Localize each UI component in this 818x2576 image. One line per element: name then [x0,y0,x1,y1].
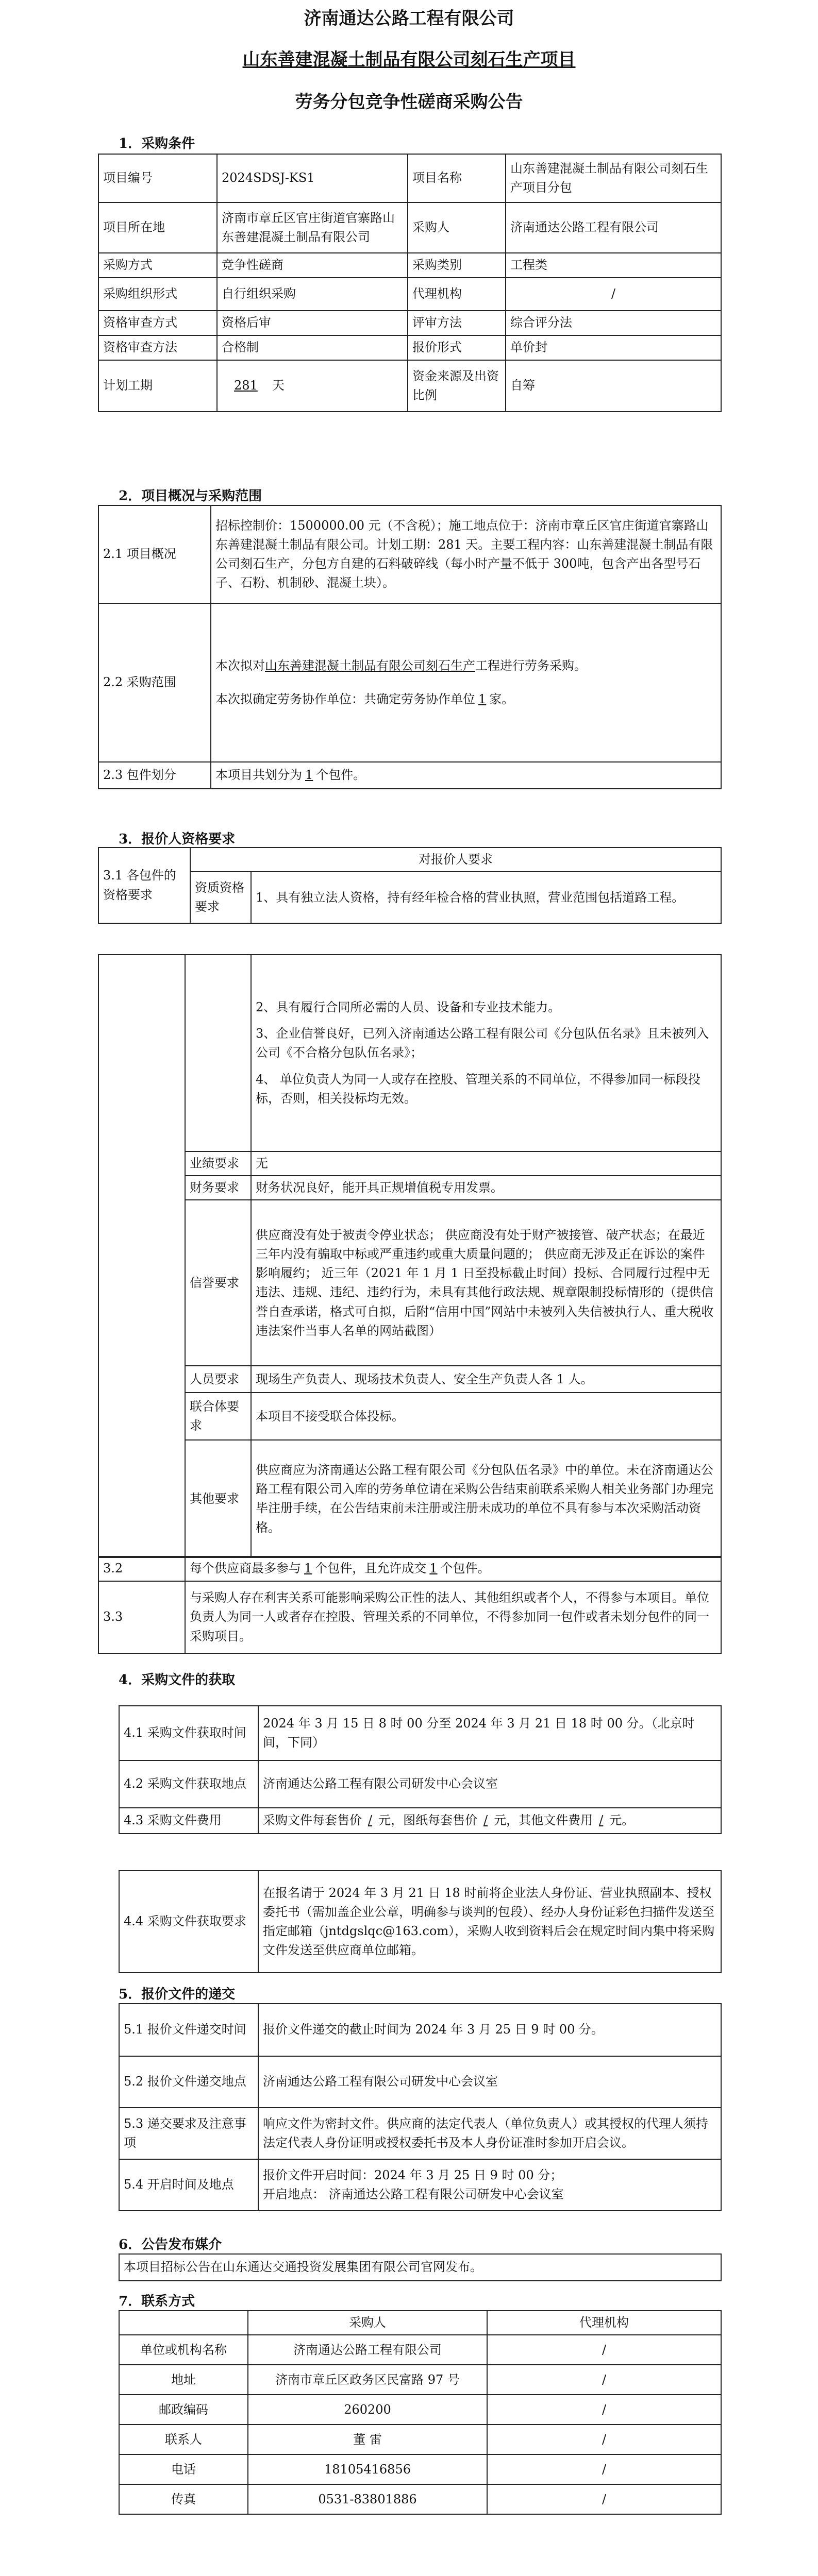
fee-text: 元，图纸每套售价 [378,1813,478,1828]
table-row [119,1706,721,1760]
table-row [98,202,721,253]
opening-place: 开启地点： 济南通达公路工程有限公司研发中心会议室 [263,2187,564,2201]
empty-cell [98,955,185,1557]
scope-text: 工程进行劳务采购。 [475,658,587,673]
r32-text: 每个供应商最多参与 [190,1561,301,1576]
table-row [119,1871,721,1973]
cell-value: 济南市章丘区政务区民富路 97 号 [248,2365,487,2395]
table-row [119,2425,721,2454]
cell-label: 项目所在地 [98,202,217,253]
cell-label: 资格审查方式 [98,311,217,335]
cell-label: 5.1 报价文件递交时间 [119,2004,258,2056]
publication-table [119,2253,722,2281]
project-title: 山东善建混凝土制品有限公司刻石生产项目 [242,49,576,70]
period-days: 281 [234,378,258,393]
cell-label: 人员要求 [185,1366,251,1393]
contact-table [119,2310,722,2515]
table-row [119,2484,721,2514]
table-row [119,2311,721,2335]
section-2-title: 2．项目概况与采购范围 [119,488,262,504]
lot-count: 1 [305,768,313,783]
cell-value: 18105416856 [248,2454,487,2484]
cell-label: 联合体要求 [185,1393,251,1440]
cell-value: 在报名请于 2024 年 3 月 21 日 18 时前将企业法人身份证、营业执照副本、授权委托书（需加盖企业公章，明确参与谈判的包段）、经办人身份证彩色扫描件发送至指定邮箱（jntdgslqc@163.com），采购人收到资料后会在规定时间内集中将采购文件发送至供应商单位邮箱。 [258,1871,721,1973]
table-row [119,2004,721,2056]
column-header: 代理机构 [487,2311,721,2335]
cell-value: 2024 年 3 月 15 日 8 时 00 分至 2024 年 3 月 21 日 18 时 00 分。（北京时间，下同） [258,1706,721,1760]
table-row [98,154,721,202]
list-item: 2、具有履行合同所必需的人员、设备和专业技术能力。 [256,1000,561,1015]
table-row [98,1581,721,1653]
fee-value: / [599,1813,604,1828]
table-row [98,311,721,335]
cell-label: 4.3 采购文件费用 [119,1808,258,1834]
scope-text: 家。 [489,692,514,706]
cell-value: 董 雷 [248,2425,487,2454]
scope-text: 本次拟确定劳务协作单位：共确定劳务协作单位 [215,692,475,706]
r32-text: 个包件，且允许成交 [315,1561,427,1576]
cell-value: 财务状况良好，能开具正规增值税专用发票。 [251,1176,721,1200]
cell-label: 地址 [119,2365,248,2395]
qualification-detail-table [98,954,722,1558]
cell-value: 260200 [248,2395,487,2425]
cell-value: / [487,2484,721,2514]
document-acquisition-table [119,1705,722,1834]
scope-cell [211,603,721,762]
r32-cell [185,1556,721,1581]
cell-label: 其他要求 [185,1440,251,1557]
column-header: 对报价人要求 [190,848,721,872]
table-row [98,872,721,923]
cell-label: 采购类别 [408,253,506,278]
empty-cell [185,955,251,1151]
scope-project-name: 山东善建混凝土制品有限公司刻石生产 [265,658,475,673]
section-4-title: 4．采购文件的获取 [119,1672,236,1688]
fee-cell [258,1808,721,1834]
cell-value: / [487,2454,721,2484]
table-row [119,2159,721,2211]
cell-value: 济南通达公路工程有限公司 [506,202,721,253]
cell-value: 响应文件为密封文件。供应商的法定代表人（单位负责人）或其授权的代理人须持法定代表人身份证明或授权委托书及本人身份证准时参加开启会议。 [258,2108,721,2159]
cell-label: 代理机构 [408,278,506,311]
table-row [119,2395,721,2425]
table-row [98,848,721,872]
lot-text: 个包件。 [316,768,366,783]
cell-value: 2024SDSJ-KS1 [217,154,408,202]
section-6-title: 6．公告发布媒介 [119,2237,222,2252]
section-7-title: 7．联系方式 [119,2294,195,2309]
cell-value: / [487,2335,721,2365]
r32-count: 1 [429,1561,438,1576]
lot-text: 本项目共划分为 [215,768,302,783]
cell-label: 项目名称 [408,154,506,202]
table-row [119,2335,721,2365]
qualification-text: 1、具有独立法人资格，持有经年检合格的营业执照，营业范围包括道路工程。 [251,872,721,923]
fee-text: 元，其他文件费用 [494,1813,593,1828]
cell-label: 采购人 [408,202,506,253]
cell-label: 4.1 采购文件获取时间 [119,1706,258,1760]
table-row [98,603,721,762]
company-title: 济南通达公路工程有限公司 [304,8,514,29]
cell-value: 济南通达公路工程有限公司研发中心会议室 [258,2056,721,2108]
cell-value: 与采购人存在利害关系可能影响采购公正性的法人、其他组织或者个人，不得参与本项目。单位负责人为同一人或者存在控股、管理关系的不同单位，不得参加同一包件或者未划分包件的同一采购项目。 [185,1581,721,1653]
empty-cell [119,2311,248,2335]
fee-text: 采购文件每套售价 [263,1813,362,1828]
table-row [119,1808,721,1834]
cell-label: 传真 [119,2484,248,2514]
scope-text: 本次拟对 [215,658,265,673]
period-cell [217,360,408,412]
cell-label: 资金来源及出资比例 [408,360,506,412]
procurement-conditions-table [98,154,722,412]
cell-label: 报价形式 [408,335,506,360]
table-row [119,1760,721,1808]
cell-value: 济南市章丘区官庄街道官寨路山东善建混凝土制品有限公司 [217,202,408,253]
table-row [98,1440,721,1557]
section-1-title: 1．采购条件 [119,136,195,151]
cell-label: 计划工期 [98,360,217,412]
cell-value: / [487,2395,721,2425]
r32-count: 1 [304,1561,312,1576]
overview-text: 招标控制价：1500000.00 元（不含税）；施工地点位于：济南市章丘区官庄街道官寨路山东善建混凝土制品有限公司。计划工期：281 天。主要工程内容：山东善建混凝土制品有限公司刻石生产，分包方自建的石料破碎线（每小时产量不低于 300吨，包含产出各型号石子、石粉、机制砂、混凝土块）。 [211,505,721,603]
cell-value: 资格后审 [217,311,408,335]
cell-value: / [487,2425,721,2454]
qualification-items [251,955,721,1151]
cell-label: 资质资格要求 [190,872,251,923]
table-row [119,2254,721,2281]
table-row [98,762,721,789]
cell-value: 无 [251,1151,721,1176]
cell-value: 供应商没有处于被责令停业状态； 供应商没有处于财产被接管、破产状态；在最近三年内没有骗取中标或严重违约或重大质量问题的； 供应商无涉及正在诉讼的案件影响履约； 近三年（2021 年 1 月 1 日至投标截止时间）投标、合同履行过程中无违法、违规、违纪、违约行为，未具有其他行政法规、规章限制投标情形的（提供信誉自查承诺，格式可自拟，后附“信用中国”网站中未被列入失信被执行人、重大税收违法案件当事人名单的网站截图） [251,1200,721,1366]
cell-label: 2.1 项目概况 [98,505,211,603]
project-overview-table [98,505,722,789]
cell-label: 5.2 报价文件递交地点 [119,2056,258,2108]
table-row [98,360,721,412]
cell-value: 综合评分法 [506,311,721,335]
cell-label: 采购方式 [98,253,217,278]
cell-label: 5.3 递交要求及注意事项 [119,2108,258,2159]
cell-label: 2.3 包件划分 [98,762,211,789]
table-row [98,1393,721,1440]
cell-value: / [506,278,721,311]
cell-value: 现场生产负责人、现场技术负责人、安全生产负责人各 1 人。 [251,1366,721,1393]
cell-value: 单价封 [506,335,721,360]
fee-text: 元。 [609,1813,635,1828]
table-row [98,1151,721,1176]
table-row [98,1366,721,1393]
cell-value: 本项目不接受联合体投标。 [251,1393,721,1440]
cell-label: 邮政编码 [119,2395,248,2425]
scope-count: 1 [478,692,487,706]
list-item: 3、企业信誉良好，已列入济南通达公路工程有限公司《分包队伍名录》且未被列入公司《不合格分包队伍名录》； [256,1026,709,1060]
cell-label: 3.3 [98,1581,185,1653]
cell-label: 项目编号 [98,154,217,202]
document-requirement-table [119,1870,722,1973]
cell-value: 供应商应为济南通达公路工程有限公司《分包队伍名录》中的单位。未在济南通达公路工程有限公司入库的劳务单位请在采购公告结束前联系采购人相关业务部门办理完毕注册手续，在公告结束前未注册或注册未成功的单位不具有参与本次采购活动资格。 [251,1440,721,1557]
cell-label: 2.2 采购范围 [98,603,211,762]
table-row [98,335,721,360]
fee-value: / [483,1813,488,1828]
qualification-header-table [98,847,722,924]
section-3-title: 3．报价人资格要求 [119,832,236,847]
cell-label: 评审方法 [408,311,506,335]
column-header: 采购人 [248,2311,487,2335]
cell-label: 单位或机构名称 [119,2335,248,2365]
notice-title: 劳务分包竞争性磋商采购公告 [295,92,523,112]
cell-label: 4.2 采购文件获取地点 [119,1760,258,1808]
cell-value: 工程类 [506,253,721,278]
cell-value: 竞争性磋商 [217,253,408,278]
cell-label: 5.4 开启时间及地点 [119,2159,258,2211]
table-row [119,2454,721,2484]
cell-label: 电话 [119,2454,248,2484]
cell-label: 信誉要求 [185,1200,251,1366]
table-row [98,1556,721,1581]
table-row [119,2108,721,2159]
fee-value: / [368,1813,373,1828]
table-row [98,1200,721,1366]
cell-value: 合格制 [217,335,408,360]
table-row [98,1176,721,1200]
cell-label: 资格审查方法 [98,335,217,360]
opening-cell [258,2159,721,2211]
cell-value: 自筹 [506,360,721,412]
cell-value: 济南通达公路工程有限公司 [248,2335,487,2365]
cell-value: 报价文件递交的截止时间为 2024 年 3 月 25 日 9 时 00 分。 [258,2004,721,2056]
table-row [98,955,721,1151]
lot-cell [211,762,721,789]
table-row [98,505,721,603]
opening-time: 报价文件开启时间：2024 年 3 月 25 日 9 时 00 分； [263,2167,563,2182]
cell-value: / [487,2365,721,2395]
table-row [98,253,721,278]
cell-label: 3.2 [98,1556,185,1581]
cell-value: 山东善建混凝土制品有限公司刻石生产项目分包 [506,154,721,202]
section-5-title: 5．报价文件的递交 [119,1987,236,2002]
table-row [119,2365,721,2395]
cell-label: 业绩要求 [185,1151,251,1176]
table-row [98,278,721,311]
cell-label: 3.1 各包件的资格要求 [98,848,190,923]
cell-label: 采购组织形式 [98,278,217,311]
cell-value: 济南通达公路工程有限公司研发中心会议室 [258,1760,721,1808]
cell-label: 4.4 采购文件获取要求 [119,1871,258,1973]
publication-text: 本项目招标公告在山东通达交通投资发展集团有限公司官网发布。 [119,2254,721,2281]
bid-submission-table [119,2003,722,2211]
r32-text: 个包件。 [440,1561,490,1576]
cell-label: 财务要求 [185,1176,251,1200]
qualification-extra-table [98,1556,722,1654]
cell-value: 0531-83801886 [248,2484,487,2514]
table-row [119,2056,721,2108]
cell-value: 自行组织采购 [217,278,408,311]
cell-label: 联系人 [119,2425,248,2454]
list-item: 4、 单位负责人为同一人或存在控股、管理关系的不同单位，不得参加同一标段投标，否则，相关投标均无效。 [256,1072,700,1106]
period-unit: 天 [272,378,285,393]
